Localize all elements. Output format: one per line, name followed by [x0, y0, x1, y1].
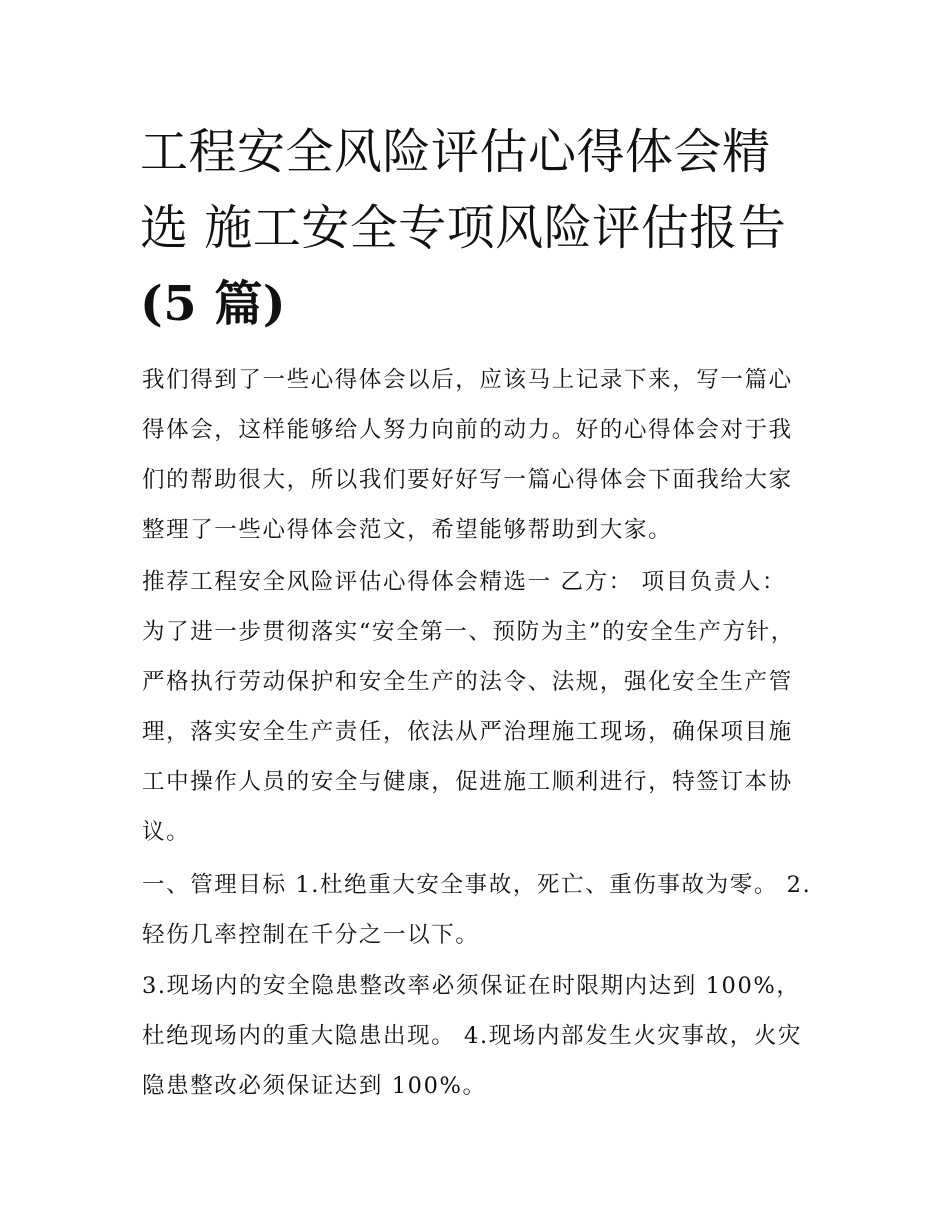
- document-title: [140, 114, 820, 342]
- paragraph-line: 严格执行劳动保护和安全生产的法令、法规，强化安全生产管: [142, 669, 793, 695]
- paragraph-management-goals: [142, 860, 814, 960]
- paragraph-line: 杜绝现场内的重大隐患出现。 4.现场内部发生火灾事故，火灾: [142, 1023, 803, 1049]
- paragraph-hazard-rectification: [142, 961, 814, 1111]
- title-line-1: 工程安全风险评估心得体会精: [140, 124, 771, 180]
- paragraph-line: 为了进一步贯彻落实“安全第一、预防为主”的安全生产方针，: [142, 619, 795, 645]
- paragraph-line: 轻伤几率控制在千分之一以下。: [142, 922, 480, 948]
- paragraph-line: 推荐工程安全风险评估心得体会精选一 乙方： 项目负责人：: [142, 569, 787, 595]
- paragraph-line: 我们得到了一些心得体会以后，应该马上记录下来，写一篇心: [142, 367, 793, 393]
- paragraph-line: 议。: [142, 819, 191, 845]
- paragraph-line: 隐患整改必须保证达到 100%。: [142, 1073, 487, 1099]
- paragraph-line: 3.现场内的安全隐患整改率必须保证在时限期内达到 100%，: [142, 973, 801, 999]
- title-line-2: 选 施工安全专项风险评估报告: [140, 200, 787, 256]
- paragraph-line: 一、管理目标 1.杜绝重大安全事故，死亡、重伤事故为零。 2.: [142, 872, 812, 898]
- title-line-3: (5 篇): [140, 276, 287, 332]
- paragraph-line: 整理了一些心得体会范文，希望能够帮助到大家。: [142, 517, 673, 543]
- paragraph-line: 得体会，这样能够给人努力向前的动力。好的心得体会对于我: [142, 417, 793, 443]
- paragraph-intro: [142, 355, 814, 555]
- paragraph-line: 们的帮助很大，所以我们要好好写一篇心得体会下面我给大家: [142, 467, 793, 493]
- paragraph-line: 理，落实安全生产责任，依法从严治理施工现场，确保项目施: [142, 719, 793, 745]
- paragraph-agreement: [142, 557, 814, 857]
- paragraph-line: 工中操作人员的安全与健康，促进施工顺利进行，特签订本协: [142, 769, 793, 795]
